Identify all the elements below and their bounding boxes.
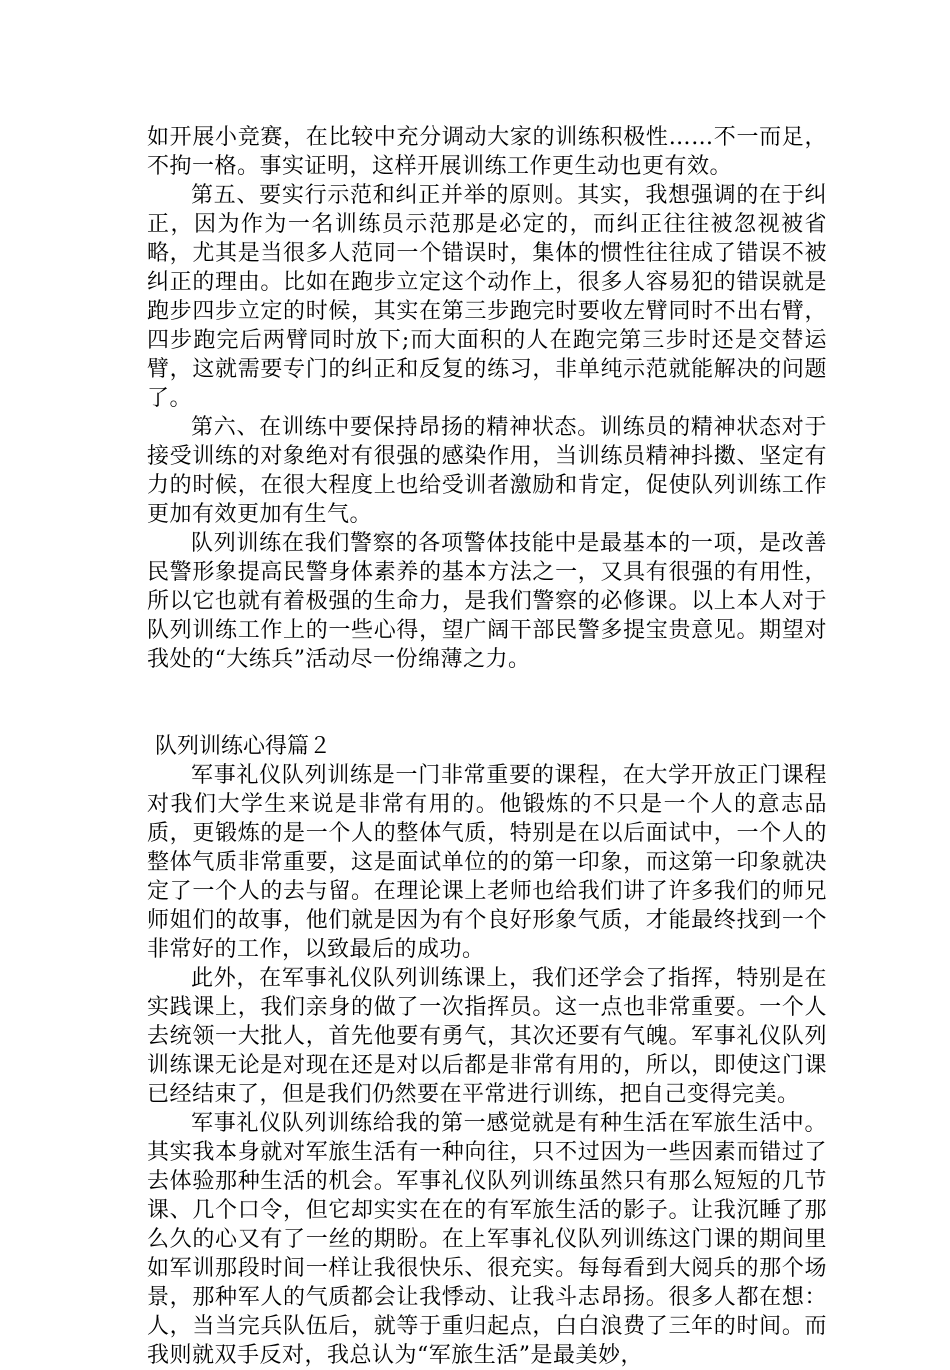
- document-page: [147, 123, 827, 1370]
- paragraph-principle-six: 第六、在训练中要保持昂扬的精神状态。训练员的精神状态对于接受训练的对象绝对有很强的感染作用，当训练员精神抖擞、坚定有力的时候，在很大程度上也给受训者激励和肯定，促使队列训练工作更加有效更加有生气。: [147, 415, 827, 527]
- paragraph-military-life: 军事礼仪队列训练给我的第一感觉就是有种生活在军旅生活中。其实我本身就对军旅生活有一种向往，只不过因为一些因素而错过了去体验那种生活的机会。军事礼仪队列训练虽然只有那么短短的几节课、几个口令，但它却实实在在的有军旅生活的影子。让我沉睡了那么久的心又有了一丝的期盼。在上军事礼仪队列训练这门课的期间里如军训那段时间一样让我很快乐、很充实。每每看到大阅兵的那个场景，那种军人的气质都会让我悸动、让我斗志昂扬。很多人都在想：人，当当完兵队伍后，就等于重归起点，白白浪费了三年的时间。而我则就双手反对，我总认为“军旅生活”是最美妙，: [147, 1111, 827, 1368]
- section-heading: 队列训练心得篇２: [155, 734, 332, 759]
- paragraph-conclusion: 队列训练在我们警察的各项警体技能中是最基本的一项，是改善民警形象提高民警身体素养的基本方法之一，又具有很强的有用性，所以它也就有着极强的生命力，是我们警察的必修课。以上本人对于队列训练工作上的一些心得，望广阔干部民警多提宝贵意见。期望对我处的“大练兵”活动尽一份绵薄之力。: [147, 531, 827, 672]
- paragraph-principle-five: 第五、要实行示范和纠正并举的原则。其实，我想强调的在于纠正，因为作为一名训练员示范那是必定的，而纠正往往被忽视被省略，尤其是当很多人范同一个错误时，集体的惯性往往成了错误不被纠正的理由。比如在跑步立定这个动作上，很多人容易犯的错误就是跑步四步立定的时候，其实在第三步跑完时要收左臂同时不出右臂，四步跑完后两臂同时放下;而大面积的人在跑完第三步时还是交替运臂，这就需要专门的纠正和反复的练习，非单纯示范就能解决的问题了。: [147, 183, 827, 411]
- paragraph-course-intro: 军事礼仪队列训练是一门非常重要的课程，在大学开放正门课程对我们大学生来说是非常有用的。他锻炼的不只是一个人的意志品质，更锻炼的是一个人的整体气质，特别是在以后面试中，一个人的整体气质非常重要，这是面试单位的的第一印象，而这第一印象就决定了一个人的去与留。在理论课上老师也给我们讲了许多我们的师兄师姐们的故事，他们就是因为有个良好形象气质，才能最终找到一个非常好的工作，以致最后的成功。: [147, 763, 827, 962]
- paragraph-command: 此外，在军事礼仪队列训练课上，我们还学会了指挥，特别是在实践课上，我们亲身的做了一次指挥员。这一点也非常重要。一个人去统领一大批人，首先他要有勇气，其次还要有气魄。军事礼仪队列训练课无论是对现在还是对以后都是非常有用的，所以，即使这门课已经结束了，但是我们仍然要在平常进行训练，把自己变得完美。: [147, 966, 827, 1107]
- paragraph-continuation: 如开展小竞赛，在比较中充分调动大家的训练积极性……不一而足，不拘一格。事实证明，这样开展训练工作更生动也更有效。: [147, 125, 827, 179]
- section-spacer: [147, 674, 827, 732]
